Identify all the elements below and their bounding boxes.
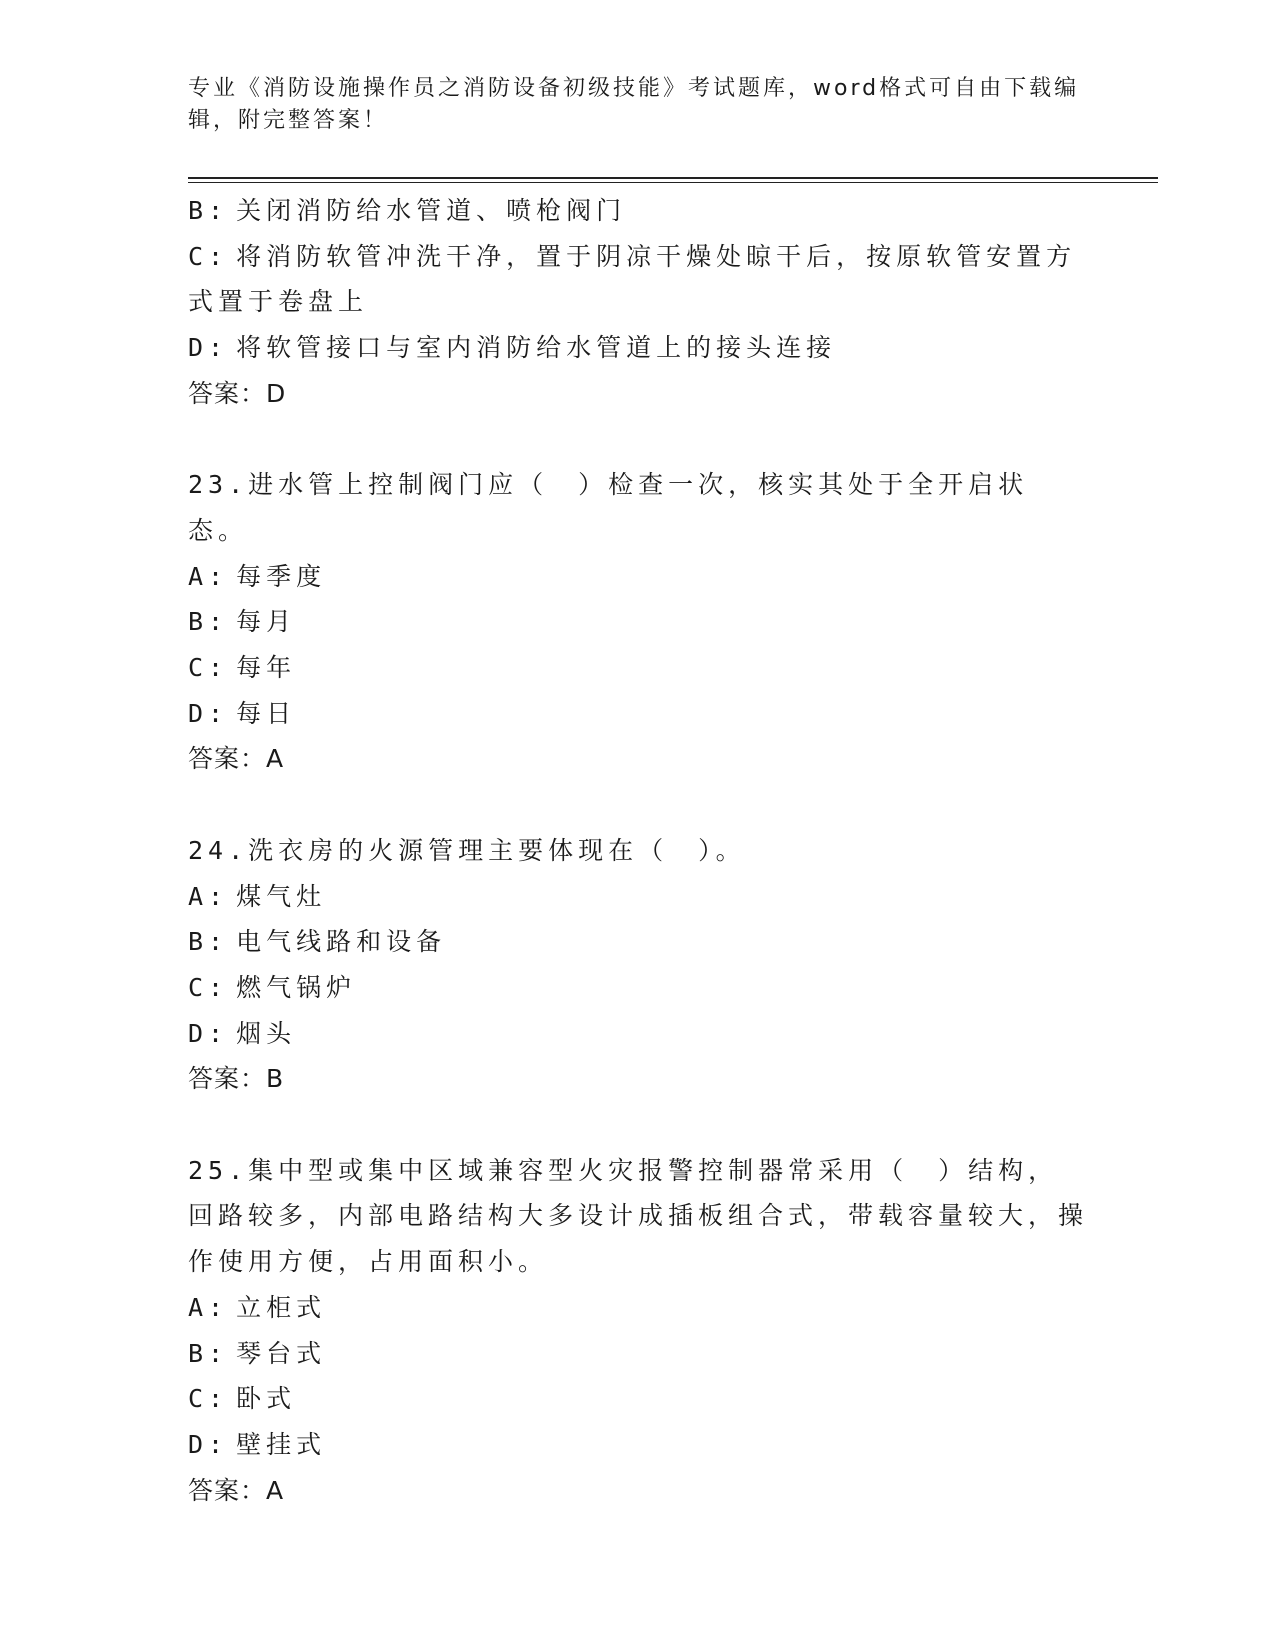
option-text: 立柜式 <box>236 1292 327 1322</box>
option-label: A: <box>188 1292 229 1322</box>
spacer <box>188 1102 1088 1148</box>
option-label: B: <box>188 196 229 225</box>
option-label: B: <box>188 927 229 957</box>
option-label: A: <box>188 561 229 591</box>
option-a <box>188 874 1088 920</box>
option-text: 每月 <box>236 607 297 637</box>
question-24 <box>188 828 1088 1102</box>
option-label: D: <box>188 698 229 728</box>
option-b <box>188 1331 1088 1377</box>
option-d <box>188 1011 1088 1057</box>
answer: 答案：D <box>188 378 287 408</box>
option-label: C: <box>188 241 229 271</box>
question-stem: 24.洗衣房的火源管理主要体现在（ ）。 <box>188 835 746 865</box>
option-text: 关闭消防给水管道、喷枪阀门 <box>236 196 627 225</box>
option-b <box>188 919 1088 965</box>
prev-question <box>188 188 1088 417</box>
question-content <box>188 188 1088 1513</box>
option-text: 燃气锅炉 <box>236 972 357 1002</box>
option-text: 每日 <box>236 698 297 728</box>
option-text: 将软管接口与室内消防给水管道上的接头连接 <box>236 333 837 363</box>
option-label: D: <box>188 333 229 363</box>
question-25 <box>188 1148 1088 1514</box>
option-label: C: <box>188 972 229 1002</box>
option-label: C: <box>188 1384 229 1414</box>
option-c <box>188 234 1088 325</box>
spacer <box>188 782 1088 828</box>
option-d <box>188 325 1088 371</box>
option-label: D: <box>188 1429 229 1459</box>
option-d <box>188 1422 1088 1468</box>
document-header: 专业《消防设施操作员之消防设备初级技能》考试题库，word格式可自由下载编辑，附完整答案！ <box>188 76 1080 133</box>
option-text: 琴台式 <box>236 1338 327 1368</box>
option-b <box>188 188 1088 234</box>
option-label: B: <box>188 1338 229 1368</box>
option-text: 壁挂式 <box>236 1429 327 1459</box>
question-stem: 25.集中型或集中区域兼容型火灾报警控制器常采用（ ）结构，回路较多，内部电路结构大多设计成插板组合式，带载容量较大，操作使用方便，占用面积小。 <box>188 1155 1089 1277</box>
option-text: 烟头 <box>236 1018 297 1048</box>
answer: 答案：A <box>188 744 285 774</box>
option-label: B: <box>188 607 229 637</box>
option-label: D: <box>188 1018 229 1048</box>
answer: 答案：B <box>188 1064 285 1094</box>
option-c <box>188 1376 1088 1422</box>
spacer <box>188 417 1088 463</box>
question-stem: 23.进水管上控制阀门应（ ）检查一次，核实其处于全开启状态。 <box>188 470 1029 545</box>
option-text: 每季度 <box>236 561 327 591</box>
option-a <box>188 1285 1088 1331</box>
option-label: A: <box>188 881 229 911</box>
option-c <box>188 645 1088 691</box>
option-text: 每年 <box>236 653 297 683</box>
option-a <box>188 554 1088 600</box>
header-rule-thin <box>188 182 1158 183</box>
option-d <box>188 691 1088 737</box>
option-b <box>188 599 1088 645</box>
option-text: 将消防软管冲洗干净，置于阴凉干燥处晾干后，按原软管安置方式置于卷盘上 <box>188 241 1077 317</box>
option-text: 电气线路和设备 <box>236 927 447 957</box>
header-rule-thick <box>188 177 1158 179</box>
option-text: 煤气灶 <box>236 881 327 911</box>
option-text: 卧式 <box>236 1384 297 1414</box>
option-label: C: <box>188 653 229 683</box>
question-23 <box>188 462 1088 782</box>
option-c <box>188 965 1088 1011</box>
answer: 答案：A <box>188 1475 285 1505</box>
